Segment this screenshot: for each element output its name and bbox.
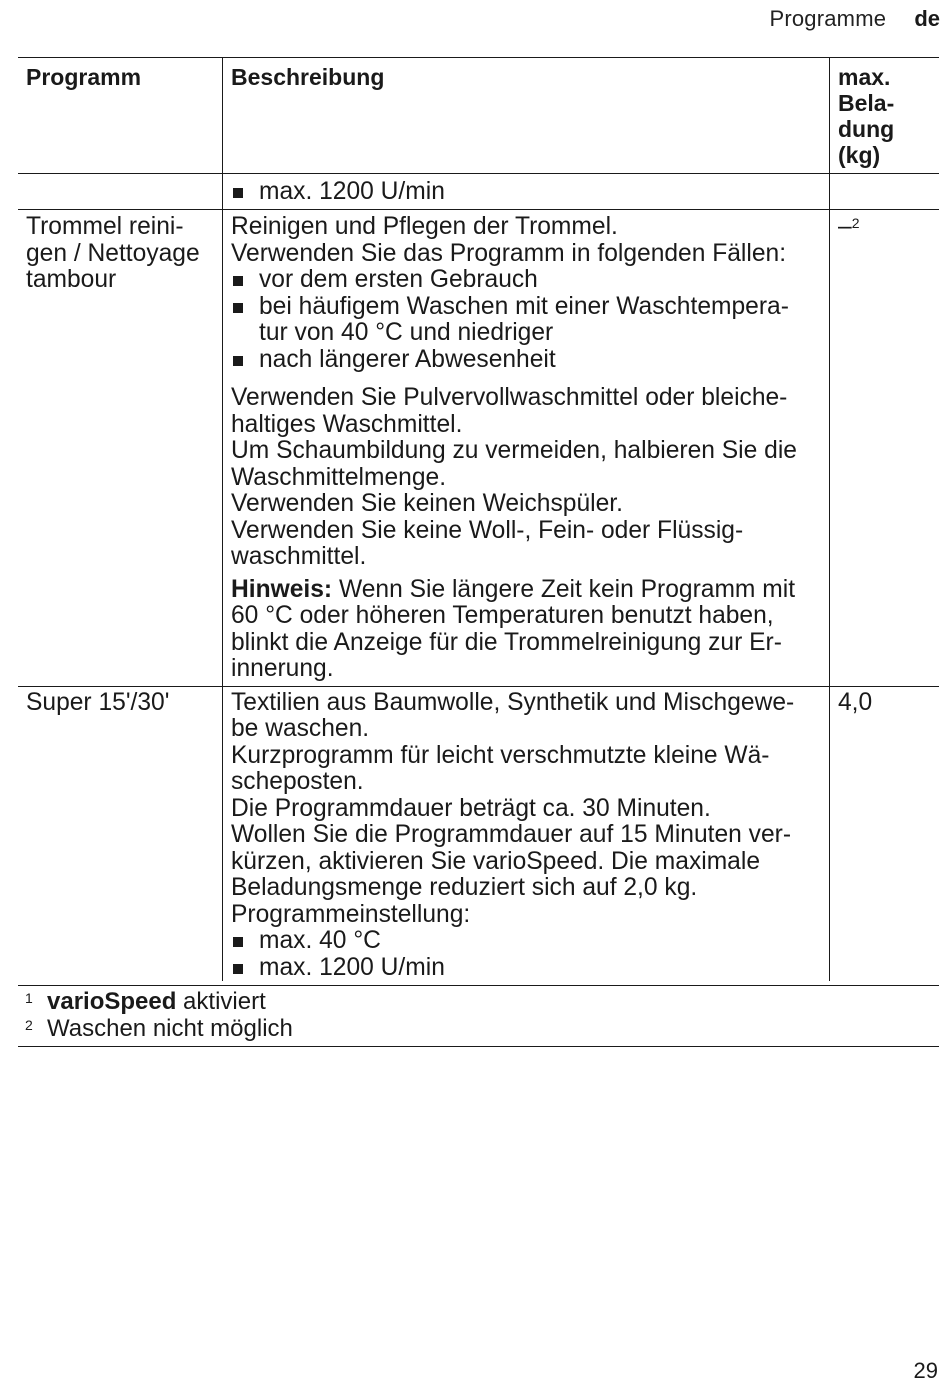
description-line: be waschen. bbox=[231, 715, 370, 742]
description-cell bbox=[223, 687, 830, 982]
description-line: kürzen, aktivieren Sie varioSpeed. Die maximale bbox=[231, 847, 761, 875]
footnote-number: 1 bbox=[25, 990, 33, 1006]
bullet-text: vor dem ersten Gebrauch bbox=[259, 266, 538, 293]
table-row bbox=[18, 687, 939, 982]
program-name-line: tambour bbox=[26, 266, 117, 293]
bullet-item bbox=[231, 955, 829, 982]
section-title: Programme bbox=[769, 6, 887, 31]
description-line: Verwenden Sie keine Woll-, Fein- oder Flüssig- bbox=[231, 516, 744, 544]
note-line bbox=[231, 577, 829, 604]
bullet-square-icon bbox=[233, 188, 243, 198]
load-value: – bbox=[838, 213, 852, 240]
description-line: Wollen Sie die Programmdauer auf 15 Minuten ver- bbox=[231, 821, 792, 848]
bullet-square-icon bbox=[233, 356, 243, 366]
page-number: 29 bbox=[913, 1358, 938, 1383]
description-cell bbox=[223, 202, 830, 686]
table-row bbox=[18, 210, 939, 687]
description-line: Textilien aus Baumwolle, Synthetik und Mischgewe- bbox=[231, 688, 795, 716]
note-line: blinkt die Anzeige für die Trommelreinigung zur Er- bbox=[231, 628, 782, 656]
column-header-beschreibung: Beschreibung bbox=[223, 58, 830, 173]
description-line: Kurzprogramm für leicht verschmutzte kleine Wä- bbox=[231, 741, 770, 769]
description-line: Programmeinstellung: bbox=[231, 900, 471, 928]
description-line: Verwenden Sie das Programm in folgenden Fällen: bbox=[231, 239, 787, 267]
description-line: haltiges Waschmittel. bbox=[231, 410, 463, 438]
footnote-number: 2 bbox=[25, 1017, 33, 1033]
program-name-line: gen / Nettoyage bbox=[26, 239, 200, 267]
program-name-line: Trommel reini- bbox=[26, 213, 184, 240]
footnote-item bbox=[25, 1015, 939, 1042]
footnote-text: Waschen nicht möglich bbox=[47, 1015, 293, 1042]
bullet-square-icon bbox=[233, 964, 243, 974]
description-line: Verwenden Sie Pulvervollwaschmittel oder bleiche- bbox=[231, 384, 788, 411]
description-line: waschmittel. bbox=[231, 543, 367, 570]
description-line: Verwenden Sie keinen Weichspüler. bbox=[231, 490, 623, 517]
bullet-square-icon bbox=[233, 276, 243, 286]
bullet-item bbox=[231, 294, 829, 347]
column-header-max-load-line: (kg) bbox=[838, 142, 881, 168]
bullet-text: max. 1200 U/min bbox=[259, 953, 445, 981]
footnote-text: aktiviert bbox=[176, 988, 266, 1015]
description-line: Die Programmdauer beträgt ca. 30 Minuten. bbox=[231, 794, 711, 822]
column-header-max-load-line: dung bbox=[838, 116, 895, 142]
description-line: Waschmittelmenge. bbox=[231, 463, 447, 491]
table-header-row bbox=[18, 58, 939, 174]
note-text: Wenn Sie längere Zeit kein Programm mit bbox=[332, 575, 796, 603]
note-label: Hinweis: bbox=[231, 575, 333, 603]
column-header-max-load-line: max. Bela- bbox=[838, 64, 895, 116]
bullet-item bbox=[231, 928, 829, 955]
note-line: 60 °C oder höheren Temperaturen benutzt haben, bbox=[231, 602, 774, 629]
column-header-max-load bbox=[830, 58, 939, 173]
footnote-bold-text: varioSpeed bbox=[47, 988, 177, 1015]
description-line: Reinigen und Pflegen der Trommel. bbox=[231, 213, 618, 240]
description-line: Um Schaumbildung zu vermeiden, halbieren Sie die bbox=[231, 437, 797, 464]
note-line: innerung. bbox=[231, 655, 334, 682]
program-cell bbox=[18, 202, 223, 686]
bullet-item bbox=[231, 267, 829, 294]
bullet-item bbox=[231, 347, 829, 374]
programme-table bbox=[18, 57, 939, 981]
page-header bbox=[769, 6, 940, 36]
description-line: scheposten. bbox=[231, 768, 364, 795]
footnotes bbox=[18, 985, 939, 1047]
load-cell: 4,0 bbox=[838, 688, 873, 716]
bullet-text-line: tur von 40 °C und niedriger bbox=[259, 319, 554, 346]
bullet-square-icon bbox=[233, 937, 243, 947]
bullet-text: nach längerer Abwesenheit bbox=[259, 345, 556, 373]
bullet-text bbox=[259, 294, 829, 347]
program-cell: Super 15'/30' bbox=[18, 687, 223, 982]
column-header-programm: Programm bbox=[18, 58, 223, 173]
bullet-square-icon bbox=[233, 303, 243, 313]
load-cell bbox=[830, 202, 939, 686]
bullet-text: max. 1200 U/min bbox=[259, 178, 445, 205]
footnote-item bbox=[25, 988, 939, 1015]
footnote-ref: 2 bbox=[851, 215, 860, 231]
description-line: Beladungsmenge reduziert sich auf 2,0 kg. bbox=[231, 874, 698, 901]
language-tag: de bbox=[914, 6, 940, 31]
bullet-text: max. 40 °C bbox=[259, 927, 381, 954]
bullet-text-line: bei häufigem Waschen mit einer Waschtempera- bbox=[259, 292, 789, 320]
